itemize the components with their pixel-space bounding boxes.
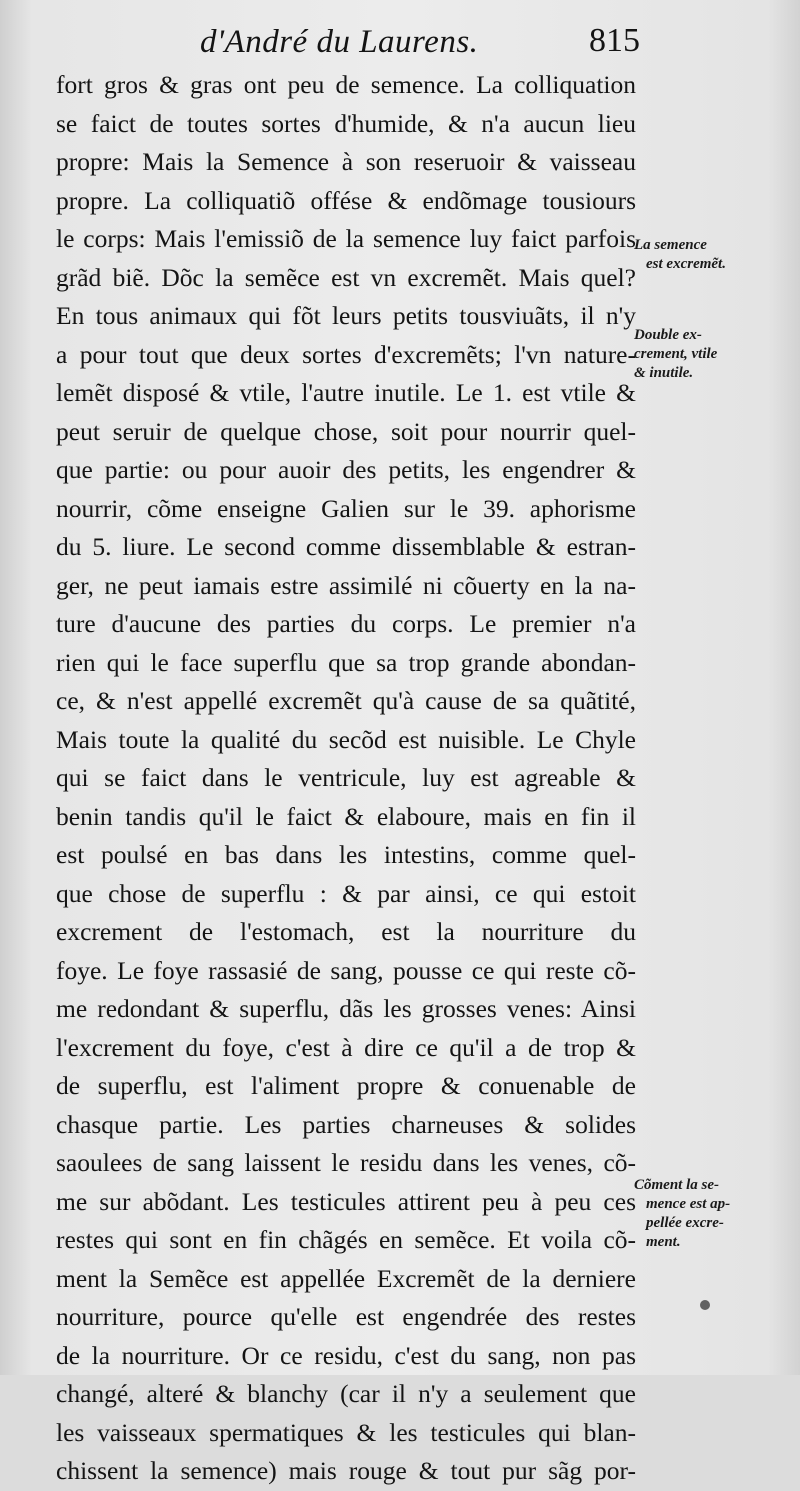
text-line: ture d'aucune des parties du corps. Le premier n'a: [56, 609, 636, 638]
text-line: excrement de l'estomach, est la nourriture du: [56, 917, 636, 946]
text-line: rien qui le face superflu que sa trop grande abondan-: [56, 647, 636, 677]
marginal-note-semence-excrement: [634, 236, 796, 274]
marginal-note-line: La semence: [634, 237, 707, 253]
text-line: qui se faict dans le ventricule, luy est agreable &: [56, 763, 636, 792]
marginal-note-line: Cõment la se-: [634, 1177, 719, 1193]
text-line: propre: Mais la Semence à son reseruoir & vaisseau: [56, 147, 636, 176]
text-line: benin tandis qu'il le faict & elaboure, mais en fin il: [56, 801, 636, 831]
text-line: le corps: Mais l'emissiõ de la semence luy faict parfois: [56, 224, 636, 253]
body-text: [56, 66, 636, 1491]
marginal-note-double-excrement: [634, 326, 796, 383]
text-line: de la nourriture. Or ce residu, c'est du sang, non pas: [56, 1340, 636, 1370]
marginal-note-line: crement, vtile: [634, 346, 718, 362]
text-line: saoulees de sang laissent le residu dans les venes, cõ-: [56, 1148, 636, 1177]
page-header: [200, 20, 640, 68]
text-line: chissent la semence) mais rouge & tout pur sãg por-: [56, 1456, 636, 1485]
ink-blot: [700, 1300, 710, 1310]
text-line: est poulsé en bas dans les intestins, comme quel-: [56, 840, 636, 869]
page-number: 815: [589, 22, 640, 59]
text-line: que chose de superflu : & par ainsi, ce qui estoit: [56, 878, 636, 908]
text-line: changé, alteré & blanchy (car il n'y a seulement que: [56, 1379, 636, 1408]
text-line: me redondant & superflu, dãs les grosses venes: Ainsi: [56, 994, 636, 1023]
text-line: peut seruir de quelque chose, soit pour nourrir quel-: [56, 416, 636, 446]
marginal-note-line: Double ex-: [634, 327, 702, 343]
marginal-note-line: ment.: [646, 1234, 681, 1250]
marginal-note-line: pellée excre-: [646, 1215, 724, 1231]
marginal-note-comment-semence: [634, 1176, 796, 1252]
text-line: a pour tout que deux sortes d'excremẽts; l'vn nature-: [56, 339, 636, 369]
text-line: propre. La colliquatiõ offése & endõmage tousiours: [56, 185, 636, 215]
text-line: me sur abõdant. Les testicules attirent peu à peu ces: [56, 1186, 636, 1216]
text-line: chasque partie. Les parties charneuses & solides: [56, 1109, 636, 1139]
text-line: ger, ne peut iamais estre assimilé ni cõuerty en la na-: [56, 570, 636, 600]
text-line: grãd biẽ. Dõc la semẽce est vn excremẽt. Mais quel?: [56, 262, 636, 292]
text-line: du 5. liure. Le second comme dissemblable & estran-: [56, 532, 636, 561]
text-line: restes qui sont en fin chãgés en semẽce. Et voila cõ-: [56, 1225, 636, 1254]
text-line: ment la Semẽce est appellée Excremẽt de la derniere: [56, 1263, 636, 1293]
text-line: fort gros & gras ont peu de semence. La colliquation: [56, 70, 636, 99]
text-line: nourriture, pource qu'elle est engendrée des restes: [56, 1302, 636, 1331]
text-line: de superflu, est l'aliment propre & conuenable de: [56, 1071, 636, 1100]
marginal-note-line: mence est ap-: [646, 1196, 731, 1212]
text-line: se faict de toutes sortes d'humide, & n'a aucun lieu: [56, 108, 636, 138]
text-line: l'excrement du foye, c'est à dire ce qu'il a de trop &: [56, 1032, 636, 1062]
text-line: Mais toute la qualité du secõd est nuisible. Le Chyle: [56, 724, 636, 754]
marginal-note-line: est excremẽt.: [646, 256, 726, 272]
running-title: d'André du Laurens.: [200, 24, 479, 60]
text-line: nourrir, cõme enseigne Galien sur le 39. aphorisme: [56, 493, 636, 523]
text-line: ce, & n'est appellé excremẽt qu'à cause de sa quãtité,: [56, 686, 636, 715]
marginal-note-line: & inutile.: [634, 365, 694, 381]
text-line: lemẽt disposé & vtile, l'autre inutile. Le 1. est vtile &: [56, 378, 636, 407]
text-line: les vaisseaux spermatiques & les testicules qui blan-: [56, 1417, 636, 1447]
text-line: foye. Le foye rassasié de sang, pousse ce qui reste cõ-: [56, 955, 636, 985]
text-line: que partie: ou pour auoir des petits, les engendrer &: [56, 455, 636, 484]
text-line: En tous animaux qui fõt leurs petits tousviuãts, il n'y: [56, 301, 636, 330]
